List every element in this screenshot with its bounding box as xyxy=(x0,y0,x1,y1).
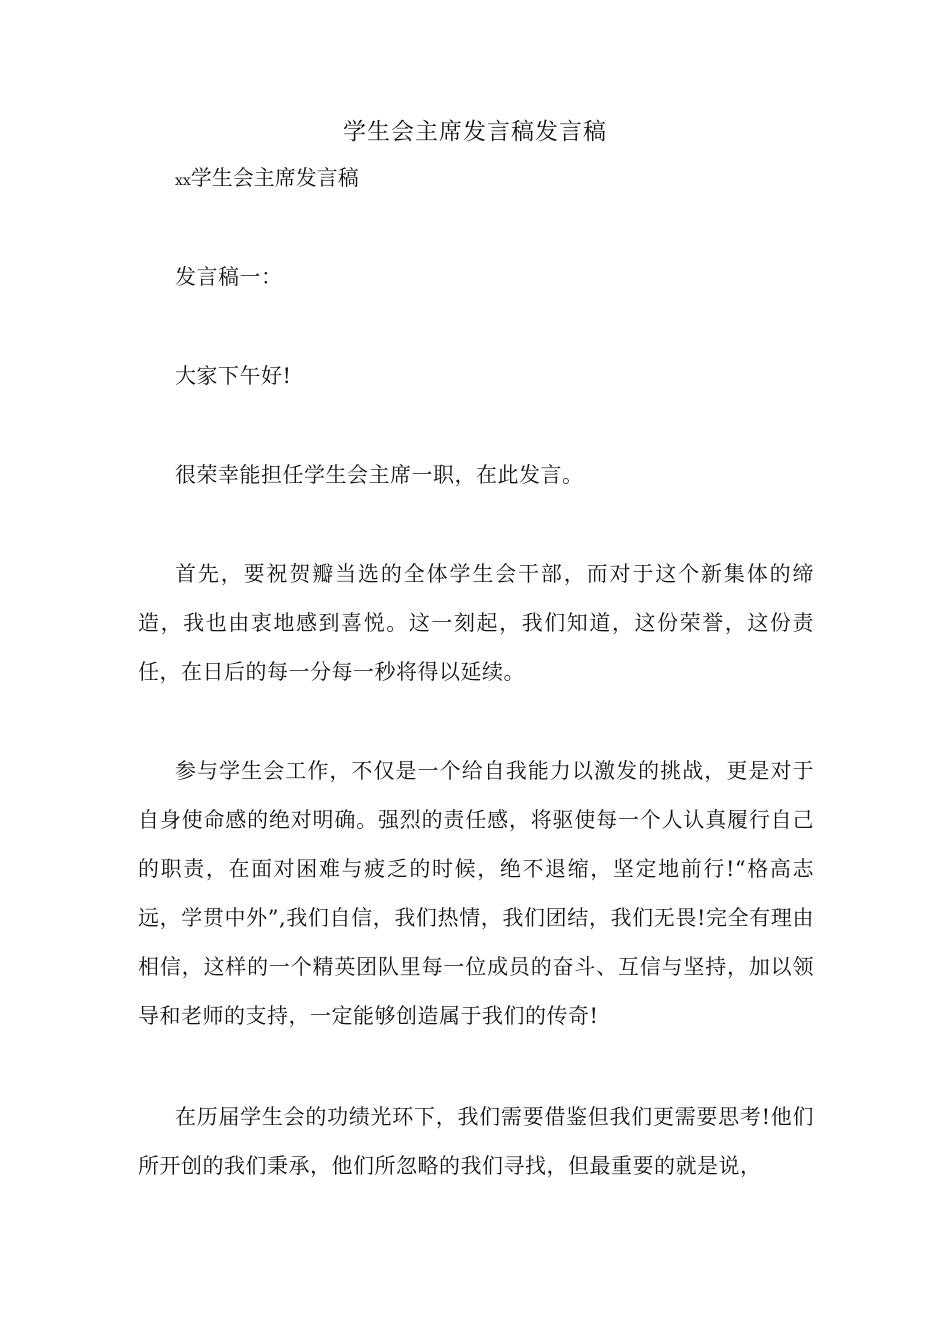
paragraph-speech-one-heading: 发言稿一： xyxy=(175,265,283,289)
paragraph-congratulations: 首先，要祝贺瓣当选的全体学生会干部，而对于这个新集体的缔造，我也由衷地感到喜悦。这一刻起，我们知道，这份荣誉，这份责任，在日后的每一分每一秒将得以延续。 xyxy=(138,562,814,684)
paragraph-participation: 参与学生会工作，不仅是一个给自我能力以激发的挑战，更是对于自身使命感的绝对明确。强烈的责任感，将驱使每一个人认真履行自己的职责，在面对困难与疲乏的时候，绝不退缩，坚定地前行!“格高志远，学贯中外”,我们自信，我们热情，我们团结，我们无畏!完全有理由相信，这样的一个精英团队里每一位成员的奋斗、互信与坚持，加以领导和老师的支持，一定能够创造属于我们的传奇! xyxy=(138,759,814,1028)
paragraph-greeting: 大家下午好! xyxy=(175,364,292,388)
paragraph-honor: 很荣幸能担任学生会主席一职，在此发言。 xyxy=(175,463,584,487)
document-subtitle xyxy=(175,160,359,199)
paragraph-reflection: 在历届学生会的功绩光环下，我们需要借鉴但我们更需要思考!他们所开创的我们秉承，他们所忽略的我们寻找，但最重要的就是说， xyxy=(138,1105,814,1178)
subtitle-text: 学生会主席发言稿 xyxy=(190,166,359,190)
document-title: 学生会主席发言稿发言稿 xyxy=(343,119,607,145)
subtitle-prefix: xx xyxy=(175,173,191,189)
